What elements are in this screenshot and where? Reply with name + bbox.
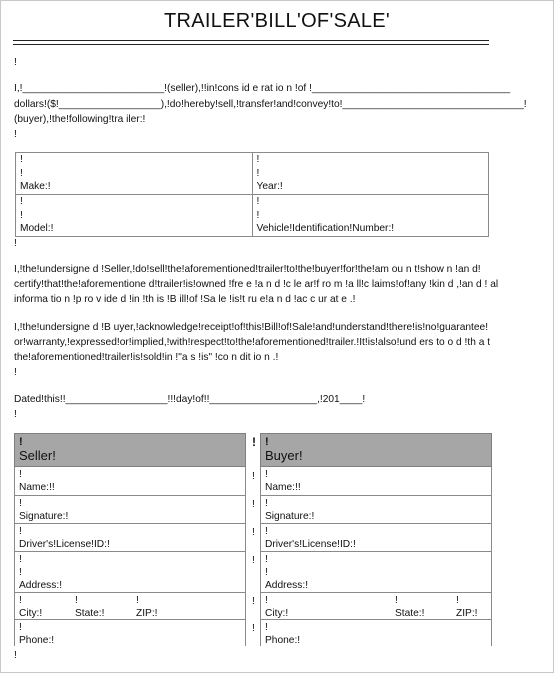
year-label: Year:! <box>256 181 283 192</box>
title-rule-thin <box>13 44 489 45</box>
seller-city-row <box>14 593 246 620</box>
document-title: TRAILER'BILL'OF'SALE' <box>163 10 391 32</box>
spacer-line: ! <box>14 367 17 378</box>
gap-mark: ! <box>252 499 255 510</box>
row-mark: ! <box>19 622 22 633</box>
vehicle-details-table <box>15 152 489 237</box>
buyer-header <box>260 433 492 467</box>
seller-signature-row <box>14 496 246 524</box>
row-mark: ! <box>456 595 459 606</box>
buyer-zip-label: ZIP:! <box>456 608 478 619</box>
seller-block <box>14 433 246 646</box>
row-mark: ! <box>265 567 268 578</box>
cell-mark: ! <box>256 209 260 221</box>
row-mark: ! <box>265 526 268 537</box>
gap-mark: ! <box>252 527 255 538</box>
row-mark: ! <box>265 469 268 480</box>
seller-phone-label: Phone:! <box>19 635 55 646</box>
intro-line-1: I,!_________________________!(seller),!!in!cons id e rat io n !of !___________________________________ <box>14 83 511 94</box>
seller-zip-label: ZIP:! <box>136 608 158 619</box>
row-mark: ! <box>19 567 22 578</box>
spacer-line: ! <box>14 57 17 68</box>
dated-line: Dated!this!!__________________!!!day!of!!___________________,!201____! <box>14 394 366 405</box>
row-mark: ! <box>19 554 22 565</box>
spacer-line: ! <box>14 129 17 140</box>
row-mark: ! <box>265 595 268 606</box>
cell-mark: ! <box>20 209 23 221</box>
buyer-statement-line-2: or!warranty,!expressed!or!implied,!with!respect!to!the!aforementioned!trailer.!It!is!also!und ers to o d !th a t <box>14 337 491 348</box>
cell-mark: ! <box>20 196 23 207</box>
seller-statement-line-2: certify!that!the!aforementione d!trailer!is!owned !fre e !a n d !c le ar!f ro m !a ll!c laims!of!any !kin d ,!an d ! al <box>14 279 499 290</box>
buyer-phone-label: Phone:! <box>265 635 301 646</box>
seller-license-label: Driver's!License!ID:! <box>19 539 110 550</box>
cell-mark: ! <box>20 154 23 165</box>
seller-name-label: Name:!! <box>19 482 55 493</box>
row-mark: ! <box>19 469 22 480</box>
buyer-signature-row <box>260 496 492 524</box>
seller-header <box>14 433 246 467</box>
intro-line-3: (buyer),!the!following!tra iler:! <box>14 114 146 125</box>
title-rule-thick <box>13 40 489 41</box>
buyer-phone-row <box>260 620 492 646</box>
vin-label: Vehicle!Identification!Number:! <box>256 223 395 234</box>
buyer-license-row <box>260 524 492 552</box>
seller-license-row <box>14 524 246 552</box>
buyer-state-label: State:! <box>395 608 425 619</box>
buyer-name-label: Name:!! <box>265 482 301 493</box>
seller-address-row <box>14 552 246 593</box>
buyer-city-row <box>260 593 492 620</box>
gap-mark: ! <box>252 471 255 482</box>
gap-mark: ! <box>252 435 256 449</box>
row-mark: ! <box>265 622 268 633</box>
row-mark: ! <box>19 498 22 509</box>
cell-mark: ! <box>256 167 260 179</box>
model-label: Model:! <box>20 223 54 234</box>
seller-signature-label: Signature:! <box>19 511 69 522</box>
row-mark: ! <box>75 595 78 606</box>
header-mark: ! <box>265 436 269 448</box>
buyer-address-row <box>260 552 492 593</box>
row-mark: ! <box>19 595 22 606</box>
row-mark: ! <box>265 498 268 509</box>
buyer-statement-line-3: the!aforementioned!trailer!is!sold!in !"a s !is" !co n dit io n .! <box>14 352 279 363</box>
row-mark: ! <box>395 595 398 606</box>
buyer-header-label: Buyer! <box>265 448 303 463</box>
gap-mark: ! <box>252 623 255 634</box>
row-mark: ! <box>136 595 139 606</box>
spacer-line: ! <box>14 238 17 249</box>
cell-mark: ! <box>20 167 23 179</box>
buyer-statement-line-1: I,!the!undersigne d !B uyer,!acknowledge!receipt!of!this!Bill!of!Sale!and!understand!there!is!no!guarantee! <box>14 322 489 333</box>
buyer-license-label: Driver's!License!ID:! <box>265 539 356 550</box>
spacer-line: ! <box>14 650 17 661</box>
row-mark: ! <box>265 554 268 565</box>
spacer-line: ! <box>14 409 17 420</box>
header-mark: ! <box>19 436 23 448</box>
seller-address-label: Address:! <box>19 580 63 591</box>
model-cell <box>16 195 253 237</box>
buyer-name-row <box>260 467 492 496</box>
cell-mark: ! <box>256 196 260 207</box>
year-cell <box>252 153 489 195</box>
buyer-signature-label: Signature:! <box>265 511 315 522</box>
seller-state-label: State:! <box>75 608 105 619</box>
gap-mark: ! <box>252 555 255 566</box>
cell-mark: ! <box>256 154 260 165</box>
buyer-address-label: Address:! <box>265 580 309 591</box>
vin-cell <box>252 195 489 237</box>
gap-mark: ! <box>252 596 255 607</box>
seller-city-label: City:! <box>19 608 43 619</box>
seller-statement-line-3: informa tio n !p ro v ide d !in !th is !B ill!of !Sa le !is!t ru e!a n d !ac c ur at e .! <box>14 294 356 305</box>
seller-header-label: Seller! <box>19 448 56 463</box>
buyer-block <box>260 433 492 646</box>
buyer-city-label: City:! <box>265 608 289 619</box>
seller-phone-row <box>14 620 246 646</box>
seller-name-row <box>14 467 246 496</box>
seller-statement-line-1: I,!the!undersigne d !Seller,!do!sell!the!aforementioned!trailer!to!the!buyer!for!the!am ou n t!show n !an d! <box>14 264 481 275</box>
row-mark: ! <box>19 526 22 537</box>
intro-line-2: dollars!($!__________________),!do!hereby!sell,!transfer!and!convey!to!________________________________! <box>14 99 527 110</box>
make-cell <box>16 153 253 195</box>
make-label: Make:! <box>20 181 51 192</box>
